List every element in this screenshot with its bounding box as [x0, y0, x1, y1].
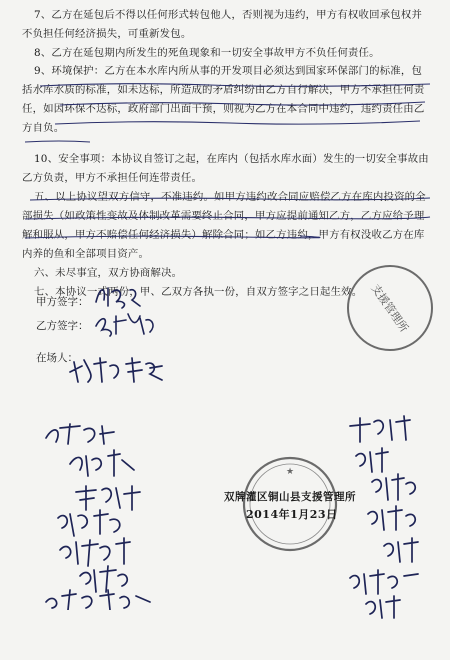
present-signature: [66, 352, 176, 388]
seal-top-text: 支援管理所: [368, 282, 411, 335]
seal-organization: 双牌灌区铜山县支援管理所: [224, 491, 356, 503]
signing-date: 2014年1月23日: [246, 508, 338, 521]
clause-seven: 七、本协议一式两份，甲、乙双方各执一份，自双方签字之日起生效。: [34, 286, 363, 298]
clause-9: 9、环境保护：乙方在本水库内所从事的开发项目必须达到国家环保部门的标准，包括水库水质的标准，如未达标，所造成的矛盾纠纷由乙方自行解决，甲方不承担任何责任，如因环保不达标，政府部门出面干预，则视为乙方在本合同中违约，违约责任由乙方自负。: [22, 65, 425, 134]
party-b-label: 乙方签字：: [36, 320, 89, 332]
clause-six: 六、未尽事宜，双方协商解决。: [34, 267, 183, 279]
official-seal-top: [344, 262, 436, 354]
party-b-signature: [92, 308, 162, 338]
official-seal-bottom: [240, 454, 340, 554]
witness-signatures-right: [340, 412, 440, 622]
clause-7: 7、乙方在延包后不得以任何形式转包他人，否则视为违约，甲方有权收回承包权并不负担任何经济损失，可重新发包。: [22, 9, 423, 40]
clause-five: 五、以上协议望双方信守，不准违约。如甲方违约改合同应赔偿乙方在库内投资的全部损失（如政策性变故及体制改革需要终止合同，甲方应提前通知乙方，乙方应给予理解和服从，甲方不赔偿任何经济损失）解除合同；如乙方违约，甲方有权没收乙方在库内养的鱼和全部项目资产。: [22, 191, 426, 260]
clause-10: 10、安全事项：本协议自签订之起，在库内（包括水库水面）发生的一切安全事故由乙方负责，甲方不承担任何连带责任。: [22, 153, 429, 184]
present-label: 在场人：: [36, 352, 78, 364]
svg-text:★: ★: [285, 467, 295, 477]
witness-signatures-left: [40, 420, 170, 610]
clause-8: 8、乙方在延包期内所发生的死鱼现象和一切安全事故甲方不负任何责任。: [34, 47, 380, 59]
party-a-label: 甲方签字：: [36, 296, 89, 308]
